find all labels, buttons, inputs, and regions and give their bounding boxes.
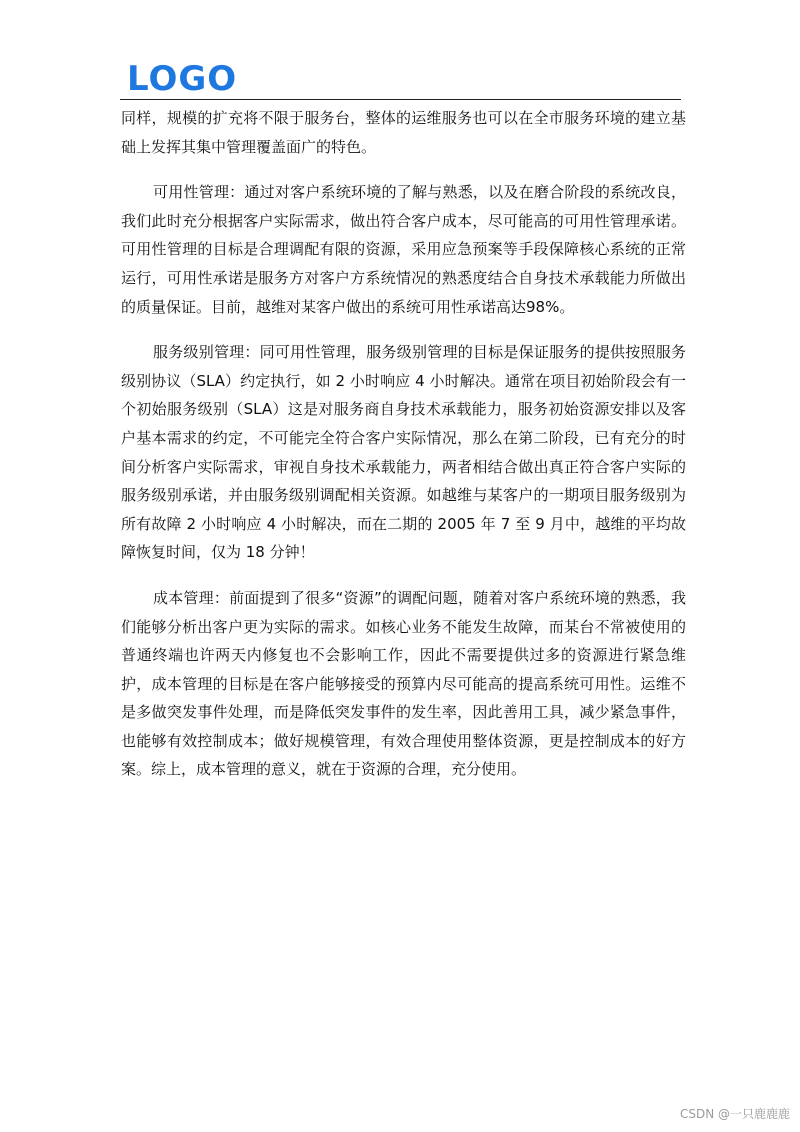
watermark: CSDN @一只鹿鹿鹿 [679, 1107, 790, 1121]
paragraph-scale: 同样，规模的扩充将不限于服务台，整体的运维服务也可以在全市服务环境的建立基础上发挥其集中管理覆盖面广的特色。 [121, 109, 686, 156]
paragraph-availability-management: 可用性管理：通过对客户系统环境的了解与熟悉，以及在磨合阶段的系统改良，我们此时充分根据客户实际需求，做出符合客户成本，尽可能高的可用性管理承诺。可用性管理的目标是合理调配有限的资源，采用应急预案等手段保障核心系统的正常运行，可用性承诺是服务方对客户方系统情况的熟悉度结合自身技术承载能力所做出的质量保证。目前，越维对某客户做出的系统可用性承诺高达98%。 [121, 183, 686, 316]
logo: LOGO [127, 59, 238, 99]
document-body [121, 104, 686, 801]
paragraph-service-level-management: 服务级别管理：同可用性管理，服务级别管理的目标是保证服务的提供按照服务级别协议（SLA）约定执行，如 2 小时响应 4 小时解决。通常在项目初始阶段会有一个初始服务级别（SLA）这是对服务商自身技术承载能力，服务初始资源安排以及客户基本需求的约定，不可能完全符合客户实际情况，那么在第二阶段，已有充分的时间分析客户实际需求，审视自身技术承载能力，两者相结合做出真正符合客户实际的服务级别承诺，并由服务级别调配相关资源。如越维与某客户的一期项目服务级别为所有故障 2 小时响应 4 小时解决，而在二期的 2005 年 7 至 9 月中，越维的平均故障恢复时间，仅为 18 分钟！ [121, 343, 686, 562]
header-divider [120, 99, 681, 100]
paragraph-cost-management: 成本管理：前面提到了很多“资源”的调配问题，随着对客户系统环境的熟悉，我们能够分析出客户更为实际的需求。如核心业务不能发生故障，而某台不常被使用的普通终端也许两天内修复也不会影响工作，因此不需要提供过多的资源进行紧急维护，成本管理的目标是在客户能够接受的预算内尽可能高的提高系统可用性。运维不是多做突发事件处理，而是降低突发事件的发生率，因此善用工具，减少紧急事件，也能够有效控制成本；做好规模管理，有效合理使用整体资源，更是控制成本的好方案。综上，成本管理的意义，就在于资源的合理，充分使用。 [121, 588, 686, 779]
